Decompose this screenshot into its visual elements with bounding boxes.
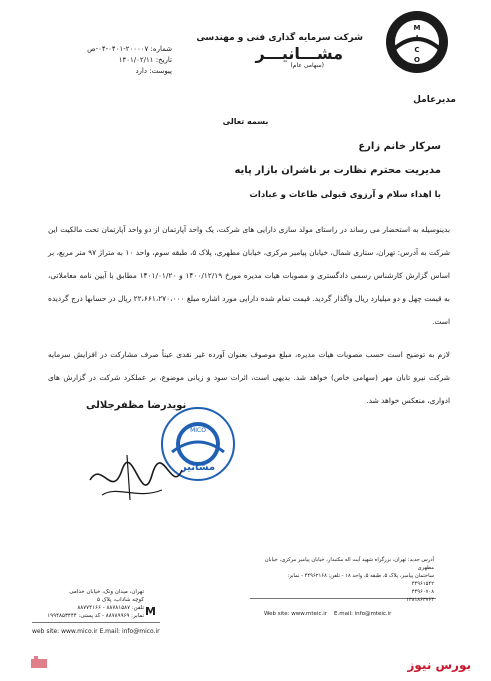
svg-text:M: M (413, 24, 421, 32)
footer-left-phone: تلفن: ۸۸۷۸۱۵۸۷ - ۸۸۷۷۴۱۶۶ (77, 605, 144, 611)
greeting: با اهداء سلام و آرزوی قبولی طاعات و عبادات (249, 190, 441, 200)
footer-website[interactable]: Web site: www.mteic.ir (264, 611, 328, 617)
stamp-name-text: مشانیر (180, 462, 216, 473)
footer-left-fax: نمابر: ۸۸۷۸۹۹۶۹ - کد پستی: ۱۹۹۴۸۵۳۴۴۴ (47, 613, 144, 619)
recipient-department: مدیریت محترم نظارت بر ناشران بازار پایه (234, 165, 441, 176)
paragraph-2: لازم به توضیح است حسب مصوبات هیات مدیره، مبلغ موصوف بعنوان آورده غیر نقدی عیناً صرف مشارکت در افزایش سرمایه شرکت نیرو تابان مهر (سهامی خاص) خواهد شد. بدیهی است، اثرات سود و زیانی موضوع، بر عملکرد شرکت در گزارش های ادواری، منعکس خواهد شد. (48, 350, 450, 405)
letter-date: تاریخ: ۱۴۰۱/۰۲/۱۱ (118, 56, 172, 64)
footer-left-divider (32, 622, 160, 623)
footer-right-block (264, 556, 434, 618)
source-label: بورس نیوز (407, 658, 471, 672)
svg-text:O: O (414, 56, 420, 64)
company-type: (سهامی عام) (290, 62, 324, 69)
ceo-label: مدیرعامل (413, 95, 456, 105)
source-watermark-logo (30, 655, 48, 669)
letter-attachment: پیوست: دارد (135, 67, 172, 75)
footer-left-contact: web site: www.mico.ir E.mail: info@mico.ir (32, 628, 160, 635)
footer-left-block (32, 588, 144, 620)
footer-contact-line (264, 610, 434, 618)
handwritten-signature (82, 440, 192, 520)
company-small-title: شرکت سرمایه گذاری فنی و مهندسی (196, 33, 363, 43)
footer-address-2: ساختمان پیامبر، پلاک ۵، طبقه ۵، واحد ۱۸ - تلفن: ۴۴۹۶۲۱۶۸ - نمابر: ۴۴۹۶۱۵۴۲ (287, 573, 434, 587)
svg-text:I: I (415, 34, 419, 42)
salutation: بسمه تعالی (222, 117, 269, 126)
svg-text:M: M (145, 605, 156, 618)
svg-text:C: C (414, 46, 420, 54)
recipient: سرکار خانم زارع (358, 141, 441, 152)
footer-left-address-2: کوچه شاداب، پلاک ۵ (97, 597, 144, 603)
stamp-logo-text: MICO (190, 427, 206, 434)
footer-address-4: ۱۳۸۱۸۶۳۷۶۴ (406, 597, 434, 603)
footer-email[interactable]: E.mail: info@mteic.ir (334, 611, 392, 617)
footer-address-3: ۴۴۹۶۰۷۰۸ (411, 589, 434, 595)
letter-meta (62, 44, 172, 77)
signatory-name: نویدرضا مظفرجلالی (86, 400, 187, 411)
paragraph-1: بدینوسیله به استحضار می رساند در راستای مولد سازی دارایی های شرکت، یک واحد آپارتمان از دو واحد آپارتمان تحت مالکیت این شرکت به آدرس: تهران، ستاری شمال، خیابان پیامبر مرکزی، خیابان مطهری، پلاک ۵، طبقه سوم، واحد ۱۰ به متراژ ۹۷ متر مربع، بر اساس گزارش کارشناس رسمی دادگستری و مصوبات هیات مدیره مورخ ۱۴۰۰/۱۲/۱۹ و ۱۴۰۱/۰۱/۲۰ مطابق با آیین نامه معاملاتی، به قیمت چهل و دو میلیارد ریال واگذار گردید. قیمت تمام شده دارایی مورد اشاره مبلغ ۲۲،۶۶۱،۲۷۰،۰۰۰ ریال در حسابها درج گردیده است. (48, 225, 451, 326)
letter-number: شماره: ۲۰۰۰۰۷-۰۴۰۱-۰۴-ص (87, 45, 172, 53)
footer-address-1: آدرس جدید: تهران، بزرگراه شهید آیت اله مکتبدار، خیابان پیامبر مرکزی، خیابان مطهری (264, 557, 434, 571)
footer-mini-logo (146, 604, 155, 618)
footer-left-address-1: تهران، میدان ونک، خیابان خدامی (69, 589, 144, 595)
company-name: مشـــانیـــر (255, 44, 343, 63)
company-logo (383, 8, 451, 76)
